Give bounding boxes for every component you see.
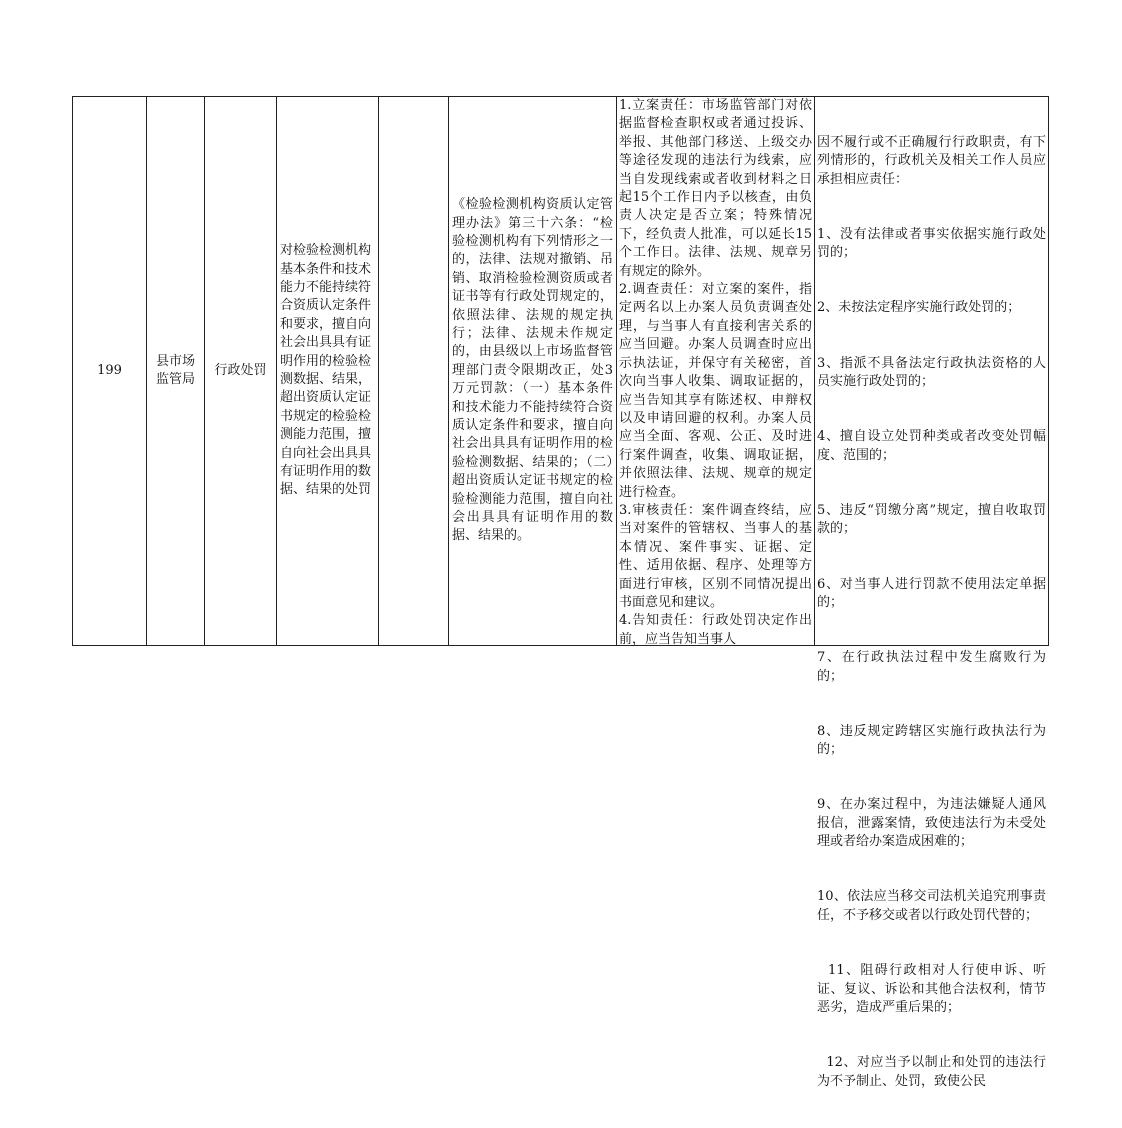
power-list-table	[72, 96, 1049, 1089]
department-line: 县市场	[155, 353, 195, 369]
legal-basis-cell	[449, 97, 617, 646]
accountability-item: 10、依法应当移交司法机关追究刑事责任，不予移交或者以行政处罚代替的；	[817, 889, 1046, 923]
responsibility-item: 1.立案责任：市场监管部门对依据监督检查职权或者通过投诉、举报、其他部门移送、上级交办等途径发现的违法行为线索，应当自发现线索或者收到材料之日起15个工作日内予以核查，由负责人决定是否立案；特殊情况下，经负责人批准，可以延长15个工作日。法律、法规、规章另有规定的除外。	[619, 98, 812, 279]
legal-basis: 《检验检测机构资质认定管理办法》第三十六条：“检验检测机构有下列情形之一的，法律、法规对撤销、吊销、取消检验检测资质或者证书等有行政处罚规定的，依照法律、法规的规定执行；法律、法规未作规定的，由县级以上市场监督管理部门责令限期改正，处3万元罚款：（一）基本条件和技术能力不能持续符合资质认定条件和要求，擅自向社会出具具有证明作用的检验检测数据、结果的；（二）超出资质认定证书规定的检验检测能力范围，擅自向社会出具具有证明作用的数据、结果的。	[452, 197, 613, 544]
row-number-cell	[73, 97, 147, 646]
item-name-cell	[277, 97, 379, 646]
row-number: 199	[97, 362, 122, 378]
accountability-item: 8、违反规定跨辖区实施行政执法行为的；	[817, 723, 1046, 758]
accountability-item: 11、阻碍行政相对人行使申诉、听证、复议、诉讼和其他合法权利，情节恶劣，造成严重后果的；	[817, 963, 1047, 1015]
accountability-item: 1、没有法律或者事实依据实施行政处罚的；	[817, 226, 1046, 261]
responsibility-item: 2.调查责任：对立案的案件，指定两名以上办案人员负责调查处理，与当事人有直接利害关系的应当回避。办案人员调查时应出示执法证，并保守有关秘密，首次向当事人收集、调取证据的，应当告知其享有陈述权、申辩权以及申请回避的权利。办案人员应当全面、客观、公正、及时进行案件调查，收集、调取证据，并依照法律、法规、规章的规定进行检查。	[619, 282, 812, 500]
accountability-item: 5、违反“罚缴分离”规定，擅自收取罚款的；	[817, 502, 1046, 537]
department-line: 监管局	[155, 372, 195, 387]
accountability-text	[815, 97, 1048, 1089]
accountability-cell	[815, 97, 1049, 1089]
accountability-item: 9、在办案过程中，为违法嫌疑人通风报信，泄露案情，致使违法行为未受处理或者给办案造成困难的；	[817, 797, 1046, 850]
subitem-cell	[379, 97, 449, 646]
accountability-item: 2、未按法定程序实施行政处罚的；	[817, 300, 1021, 316]
responsibility-cell	[617, 97, 815, 646]
accountability-item: 3、指派不具备法定行政执法资格的人员实施行政处罚的；	[817, 355, 1046, 390]
responsibility-item: 4.告知责任：行政处罚决定作出前，应当告知当事人	[619, 613, 812, 647]
table-row	[73, 97, 1049, 646]
accountability-item: 因不履行或不正确履行行政职责，有下列情形的，行政机关及相关工作人员应承担相应责任：	[817, 134, 1046, 187]
responsibility-text	[617, 97, 814, 645]
power-category: 行政处罚	[214, 362, 267, 378]
responsibility-item: 3.审核责任：案件调查终结，应当对案件的管辖权、当事人的基本情况、案件事实、证据、定性、适用依据、程序、处理等方面进行审核，区别不同情况提出书面意见和建议。	[619, 502, 812, 610]
department-cell	[147, 97, 205, 646]
accountability-item: 4、擅自设立处罚种类或者改变处罚幅度、范围的；	[817, 429, 1046, 463]
accountability-item: 12、对应当予以制止和处罚的违法行为不予制止、处罚，致使公民	[817, 1055, 1047, 1089]
accountability-item: 7、在行政执法过程中发生腐败行为的；	[817, 650, 1046, 684]
item-name: 对检验检测机构基本条件和技术能力不能持续符合资质认定条件和要求，擅自向社会出具具有证明作用的检验检测数据、结果，超出资质认定证书规定的检验检测能力范围，擅自向社会出具具有证明作用的数据、结果的处罚	[280, 243, 372, 498]
accountability-item: 6、对当事人进行罚款不使用法定单据的；	[817, 576, 1046, 610]
power-category-cell	[205, 97, 277, 646]
